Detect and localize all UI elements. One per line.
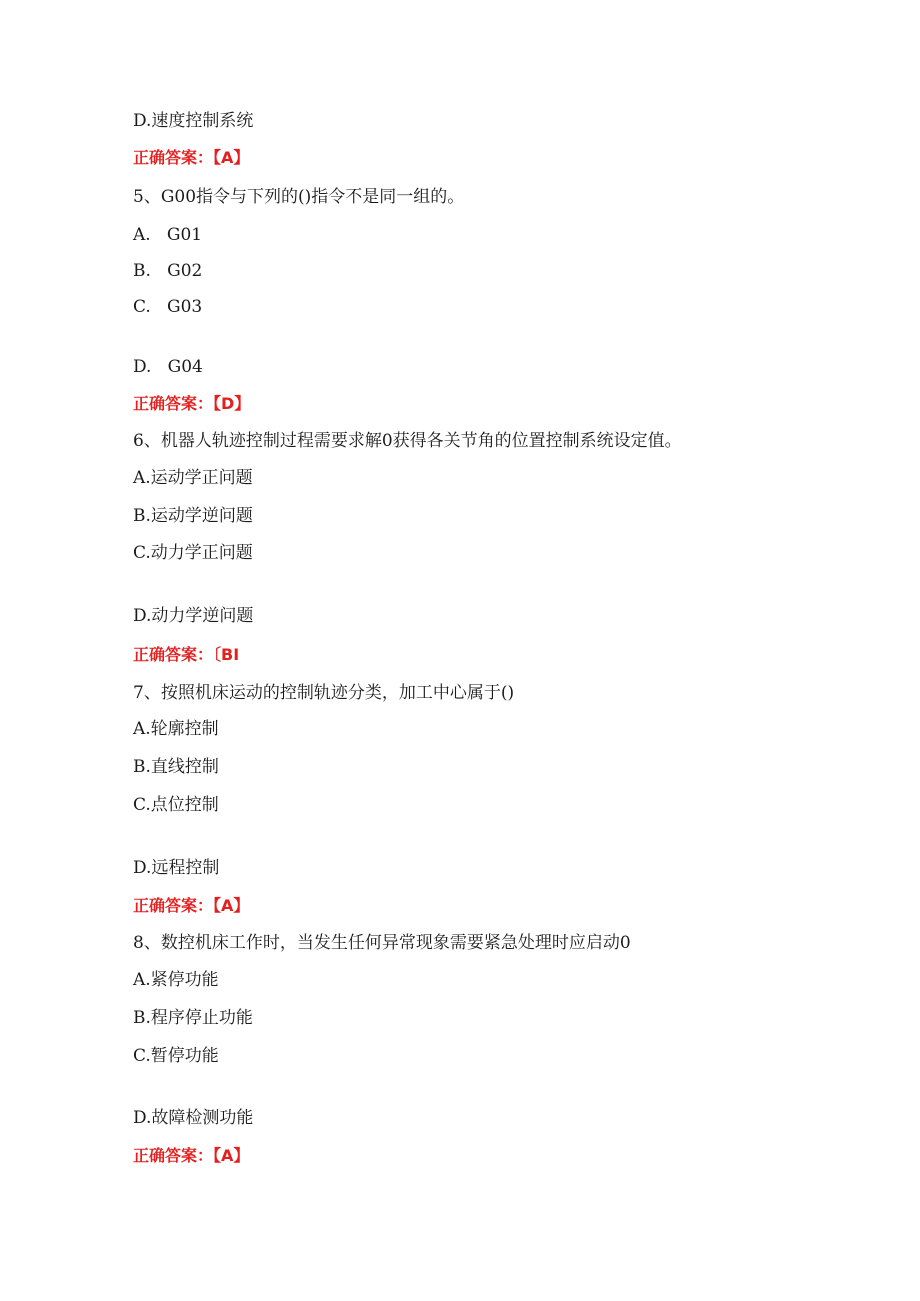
- option-line: D.故障检测功能: [133, 1108, 254, 1128]
- option-line: A.紧停功能: [133, 970, 219, 990]
- question-line: 7、按照机床运动的控制轨迹分类，加工中心属于(): [133, 683, 515, 703]
- option-line: A.运动学正问题: [133, 468, 253, 488]
- question-line: 6、机器人轨迹控制过程需要求解0获得各关节角的位置控制系统设定值。: [133, 431, 682, 451]
- option-line: B.运动学逆问题: [133, 506, 253, 526]
- question-line: 8、数控机床工作时，当发生任何异常现象需要紧急处理时应启动0: [133, 933, 631, 953]
- option-line: C.动力学正问题: [133, 543, 253, 563]
- answer-line: 正确答案：〔BI: [133, 645, 240, 664]
- answer-line: 正确答案：【A】: [133, 1146, 250, 1165]
- option-line: B. G02: [133, 261, 203, 281]
- option-line: C. G03: [133, 297, 203, 317]
- option-line: D.远程控制: [133, 858, 220, 878]
- option-line: D.动力学逆问题: [133, 606, 254, 626]
- option-line: C.点位控制: [133, 795, 219, 815]
- option-line: A. G01: [133, 225, 203, 245]
- option-line: D. G04: [133, 357, 203, 377]
- option-line: A.轮廓控制: [133, 719, 219, 739]
- answer-line: 正确答案：【D】: [133, 394, 251, 413]
- answer-line: 正确答案：【A】: [133, 148, 250, 167]
- answer-line: 正确答案：【A】: [133, 896, 250, 915]
- question-line: 5、G00指令与下列的()指令不是同一组的。: [133, 187, 465, 207]
- option-line: C.暂停功能: [133, 1046, 219, 1066]
- option-line: B.程序停止功能: [133, 1008, 253, 1028]
- option-line: D.速度控制系统: [133, 111, 254, 131]
- option-line: B.直线控制: [133, 757, 219, 777]
